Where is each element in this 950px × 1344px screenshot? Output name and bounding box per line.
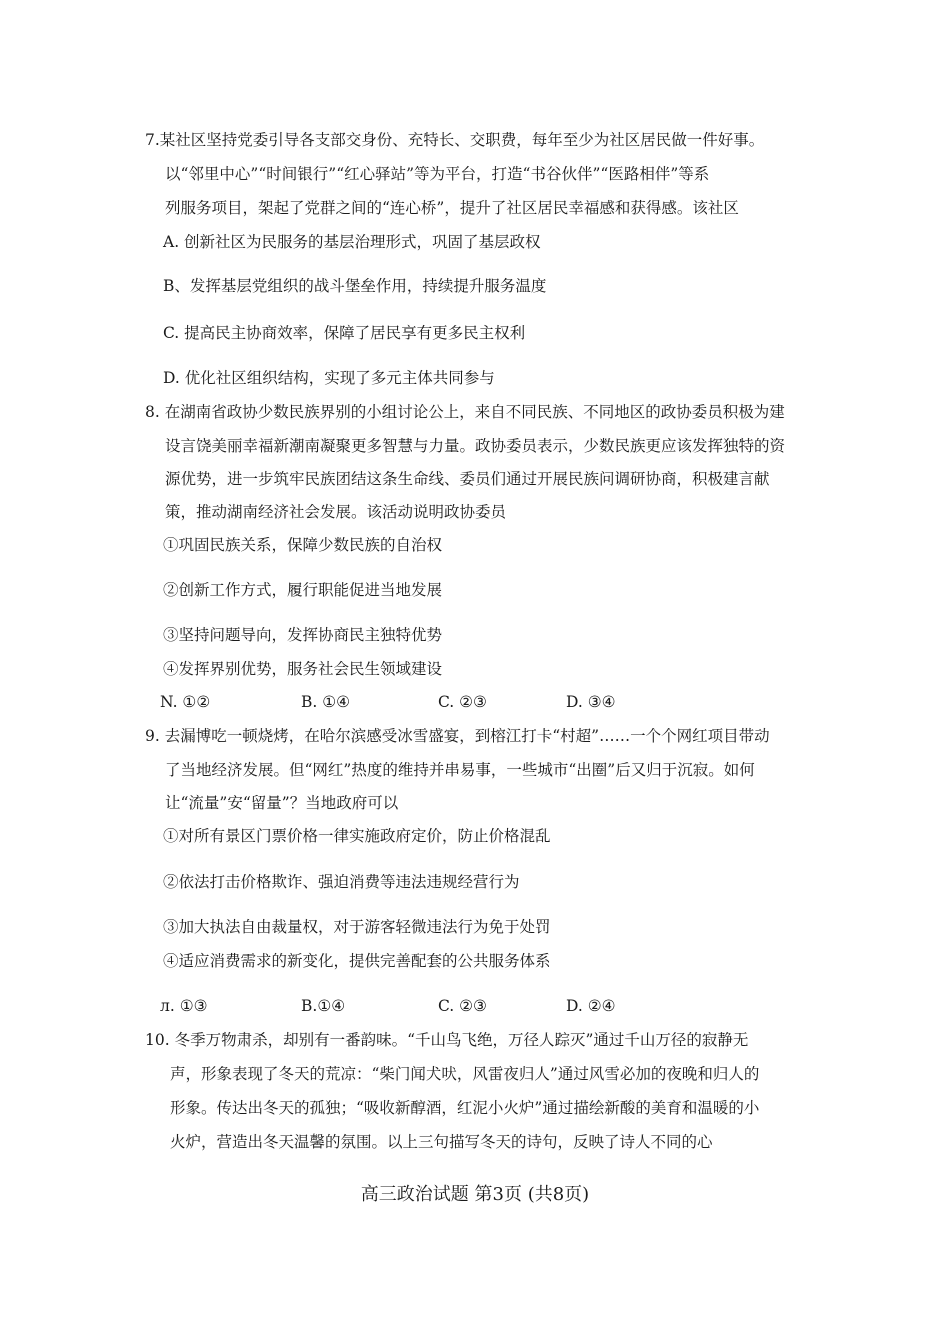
q8-line-4: 策，推动湖南经济社会发展。该活动说明政协委员 <box>165 503 507 521</box>
q7-line-2: 以“邻里中心”“时间银行”“红心驿站”等为平台，打造“书谷伙伴”“医路相伴”等系 <box>165 165 710 183</box>
q8-item-4: ④发挥界别优势，服务社会民生领域建设 <box>163 660 443 678</box>
q8-line-3: 源优势，进一步筑牢民族团结这条生命线、委员们通过开展民族问调研协商，积极建言献 <box>165 470 770 488</box>
q9-line-1: 9. 去漏博吃一顿烧烤，在哈尔滨感受冰雪盛宴，到榕江打卡“村超”……一个个网红项目带动 <box>145 727 770 745</box>
q9-line-2: 了当地经济发展。但“网红”热度的维持并串易事，一些城市“出圈”后又归于沉寂。如何 <box>165 761 755 779</box>
q8-answer-c: C. ②③ <box>438 693 487 711</box>
q7-choice-d: D. 优化社区组织结构，实现了多元主体共同参与 <box>163 369 495 387</box>
q10-line-1: 10. 冬季万物肃杀，却别有一番韵味。“千山鸟飞绝，万径人踪灭”通过千山万径的寂静无 <box>145 1031 749 1049</box>
q9-answer-a: л. ①③ <box>160 997 208 1015</box>
q8-line-1: 8. 在湖南省政协少数民族界别的小组讨论公上，来自不同民族、不同地区的政协委员积极为建 <box>145 403 785 421</box>
q9-item-3: ③加大执法自由裁量权，对于游客轻微违法行为免于处罚 <box>163 918 551 936</box>
q10-line-4: 火炉，营造出冬天温馨的氛围。以上三句描写冬天的诗句，反映了诗人不同的心 <box>170 1133 713 1151</box>
q9-line-3: 让“流量”安“留量”？当地政府可以 <box>165 794 399 812</box>
q9-answer-b: B.①④ <box>301 997 346 1015</box>
page-footer: 高三政治试题 第3页 (共8页) <box>360 1184 590 1205</box>
q10-line-2: 声，形象表现了冬天的荒凉：“柴门闻犬吠，风雷夜归人”通过风雪必加的夜晚和归人的 <box>170 1065 760 1083</box>
q7-choice-c: C. 提高民主协商效率，保障了居民享有更多民主权利 <box>163 324 526 342</box>
q8-answer-b: B. ①④ <box>301 693 351 711</box>
q9-item-4: ④适应消费需求的新变化，提供完善配套的公共服务体系 <box>163 952 551 970</box>
q8-answer-a: N. ①② <box>160 693 211 711</box>
q8-item-3: ③坚持问题导向，发挥协商民主独特优势 <box>163 626 443 644</box>
q9-answer-c: C. ②③ <box>438 997 487 1015</box>
q9-item-1: ①对所有景区门票价格一律实施政府定价，防止价格混乱 <box>163 827 551 845</box>
q7-choice-b: B、发挥基层党组织的战斗堡垒作用，持续提升服务温度 <box>163 277 547 295</box>
q9-item-2: ②依法打击价格欺诈、强迫消费等违法违规经营行为 <box>163 873 520 891</box>
q7-line-3: 列服务项目，架起了党群之间的“连心桥”，提升了社区居民幸福感和获得感。该社区 <box>165 199 739 217</box>
q8-line-2: 设言饶美丽幸福新潮南凝聚更多智慧与力量。政协委员表示，少数民族更应该发挥独特的资 <box>165 437 786 455</box>
q7-line-1: 7.某社区坚持党委引导各支部交身份、充特长、交职费，每年至少为社区居民做一件好事。 <box>145 131 765 149</box>
q10-line-3: 形象。传达出冬天的孤独；“吸收新醇酒，红泥小火炉”通过描绘新酸的美育和温暖的小 <box>170 1099 760 1117</box>
q8-answer-d: D. ③④ <box>566 693 616 711</box>
q7-choice-a: A. 创新社区为民服务的基层治理形式，巩固了基层政权 <box>163 233 541 251</box>
q8-item-2: ②创新工作方式，履行职能促进当地发展 <box>163 581 443 599</box>
q9-answer-d: D. ②④ <box>566 997 616 1015</box>
q8-item-1: ①巩固民族关系，保障少数民族的自治权 <box>163 536 443 554</box>
